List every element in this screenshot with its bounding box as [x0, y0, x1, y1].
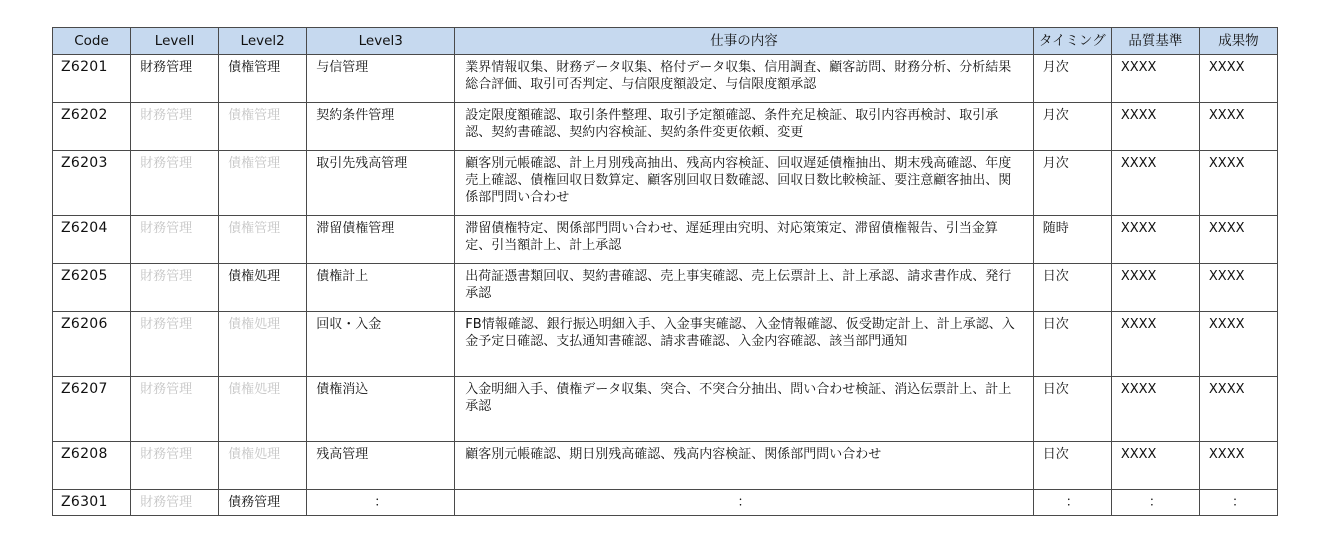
- table-row: [53, 151, 1278, 216]
- cell-code: Z6208: [53, 442, 131, 490]
- cell-level3: 残高管理: [307, 442, 455, 490]
- cell-deliverable: ：: [1199, 490, 1277, 516]
- task-table-wrapper: [52, 27, 1278, 516]
- cell-content: 顧客別元帳確認、計上月別残高抽出、残高内容検証、回収遅延債権抽出、期末残高確認、年度売上確認、債権回収日数算定、顧客別回収日数確認、回収日数比較検証、要注意顧客抽出、関係部門問い合わせ: [455, 151, 1033, 216]
- cell-level2: 債権管理: [219, 216, 307, 264]
- cell-level1: 財務管理: [131, 377, 219, 442]
- cell-content: ：: [455, 490, 1033, 516]
- cell-level1: 財務管理: [131, 264, 219, 312]
- cell-deliverable: XXXX: [1199, 312, 1277, 377]
- cell-content: 滞留債権特定、関係部門問い合わせ、遅延理由究明、対応策策定、滞留債権報告、引当金算定、引当額計上、計上承認: [455, 216, 1033, 264]
- header-timing: タイミング: [1033, 28, 1111, 55]
- cell-code: Z6202: [53, 103, 131, 151]
- header-code: Code: [53, 28, 131, 55]
- cell-timing: 月次: [1033, 55, 1111, 103]
- header-level2: Level2: [219, 28, 307, 55]
- cell-level1: 財務管理: [131, 490, 219, 516]
- cell-level1: 財務管理: [131, 55, 219, 103]
- cell-level2: 債権処理: [219, 442, 307, 490]
- cell-quality: ：: [1111, 490, 1199, 516]
- cell-level2: 債務管理: [219, 490, 307, 516]
- cell-timing: 日次: [1033, 312, 1111, 377]
- header-level3: Level3: [307, 28, 455, 55]
- cell-code: Z6201: [53, 55, 131, 103]
- cell-timing: 日次: [1033, 264, 1111, 312]
- cell-level3: 滞留債権管理: [307, 216, 455, 264]
- cell-content: 業界情報収集、財務データ収集、格付データ収集、信用調査、顧客訪問、財務分析、分析結果総合評価、取引可否判定、与信限度額設定、与信限度額承認: [455, 55, 1033, 103]
- cell-timing: ：: [1033, 490, 1111, 516]
- cell-level2: 債権処理: [219, 312, 307, 377]
- header-deliverable: 成果物: [1199, 28, 1277, 55]
- cell-quality: XXXX: [1111, 55, 1199, 103]
- cell-quality: XXXX: [1111, 151, 1199, 216]
- cell-quality: XXXX: [1111, 377, 1199, 442]
- cell-code: Z6203: [53, 151, 131, 216]
- cell-quality: XXXX: [1111, 103, 1199, 151]
- cell-level3: 回収・入金: [307, 312, 455, 377]
- cell-deliverable: XXXX: [1199, 55, 1277, 103]
- cell-level3: 与信管理: [307, 55, 455, 103]
- table-row: [53, 103, 1278, 151]
- cell-level3: 取引先残高管理: [307, 151, 455, 216]
- cell-quality: XXXX: [1111, 216, 1199, 264]
- header-quality: 品質基準: [1111, 28, 1199, 55]
- cell-content: 設定限度額確認、取引条件整理、取引予定額確認、条件充足検証、取引内容再検討、取引承認、契約書確認、契約内容検証、契約条件変更依頼、変更: [455, 103, 1033, 151]
- cell-timing: 月次: [1033, 151, 1111, 216]
- cell-timing: 随時: [1033, 216, 1111, 264]
- cell-level1: 財務管理: [131, 312, 219, 377]
- header-level1: LevelⅠ: [131, 28, 219, 55]
- cell-level2: 債権管理: [219, 103, 307, 151]
- cell-quality: XXXX: [1111, 312, 1199, 377]
- cell-deliverable: XXXX: [1199, 442, 1277, 490]
- cell-level2: 債権処理: [219, 377, 307, 442]
- cell-level2: 債権管理: [219, 151, 307, 216]
- cell-level3: 契約条件管理: [307, 103, 455, 151]
- cell-code: Z6207: [53, 377, 131, 442]
- cell-quality: XXXX: [1111, 442, 1199, 490]
- header-row: [53, 28, 1278, 55]
- task-table: [52, 27, 1278, 516]
- table-row: [53, 312, 1278, 377]
- table-row: [53, 442, 1278, 490]
- cell-code: Z6206: [53, 312, 131, 377]
- cell-deliverable: XXXX: [1199, 216, 1277, 264]
- cell-level3: ：: [307, 490, 455, 516]
- cell-level3: 債権計上: [307, 264, 455, 312]
- cell-level2: 債権管理: [219, 55, 307, 103]
- cell-level1: 財務管理: [131, 151, 219, 216]
- cell-code: Z6205: [53, 264, 131, 312]
- cell-timing: 日次: [1033, 442, 1111, 490]
- cell-code: Z6301: [53, 490, 131, 516]
- table-row: [53, 216, 1278, 264]
- cell-content: 入金明細入手、債権データ収集、突合、不突合分抽出、問い合わせ検証、消込伝票計上、計上承認: [455, 377, 1033, 442]
- table-row: [53, 490, 1278, 516]
- cell-level2: 債権処理: [219, 264, 307, 312]
- table-row: [53, 264, 1278, 312]
- cell-deliverable: XXXX: [1199, 103, 1277, 151]
- cell-deliverable: XXXX: [1199, 151, 1277, 216]
- cell-content: 顧客別元帳確認、期日別残高確認、残高内容検証、関係部門問い合わせ: [455, 442, 1033, 490]
- cell-quality: XXXX: [1111, 264, 1199, 312]
- cell-timing: 日次: [1033, 377, 1111, 442]
- header-content: 仕事の内容: [455, 28, 1033, 55]
- cell-level1: 財務管理: [131, 216, 219, 264]
- cell-level1: 財務管理: [131, 442, 219, 490]
- table-row: [53, 55, 1278, 103]
- cell-deliverable: XXXX: [1199, 377, 1277, 442]
- table-row: [53, 377, 1278, 442]
- cell-level1: 財務管理: [131, 103, 219, 151]
- cell-content: 出荷証憑書類回収、契約書確認、売上事実確認、売上伝票計上、計上承認、請求書作成、発行承認: [455, 264, 1033, 312]
- cell-deliverable: XXXX: [1199, 264, 1277, 312]
- cell-level3: 債権消込: [307, 377, 455, 442]
- cell-code: Z6204: [53, 216, 131, 264]
- cell-timing: 月次: [1033, 103, 1111, 151]
- cell-content: FB情報確認、銀行振込明細入手、入金事実確認、入金情報確認、仮受勘定計上、計上承認、入金予定日確認、支払通知書確認、請求書確認、入金内容確認、該当部門通知: [455, 312, 1033, 377]
